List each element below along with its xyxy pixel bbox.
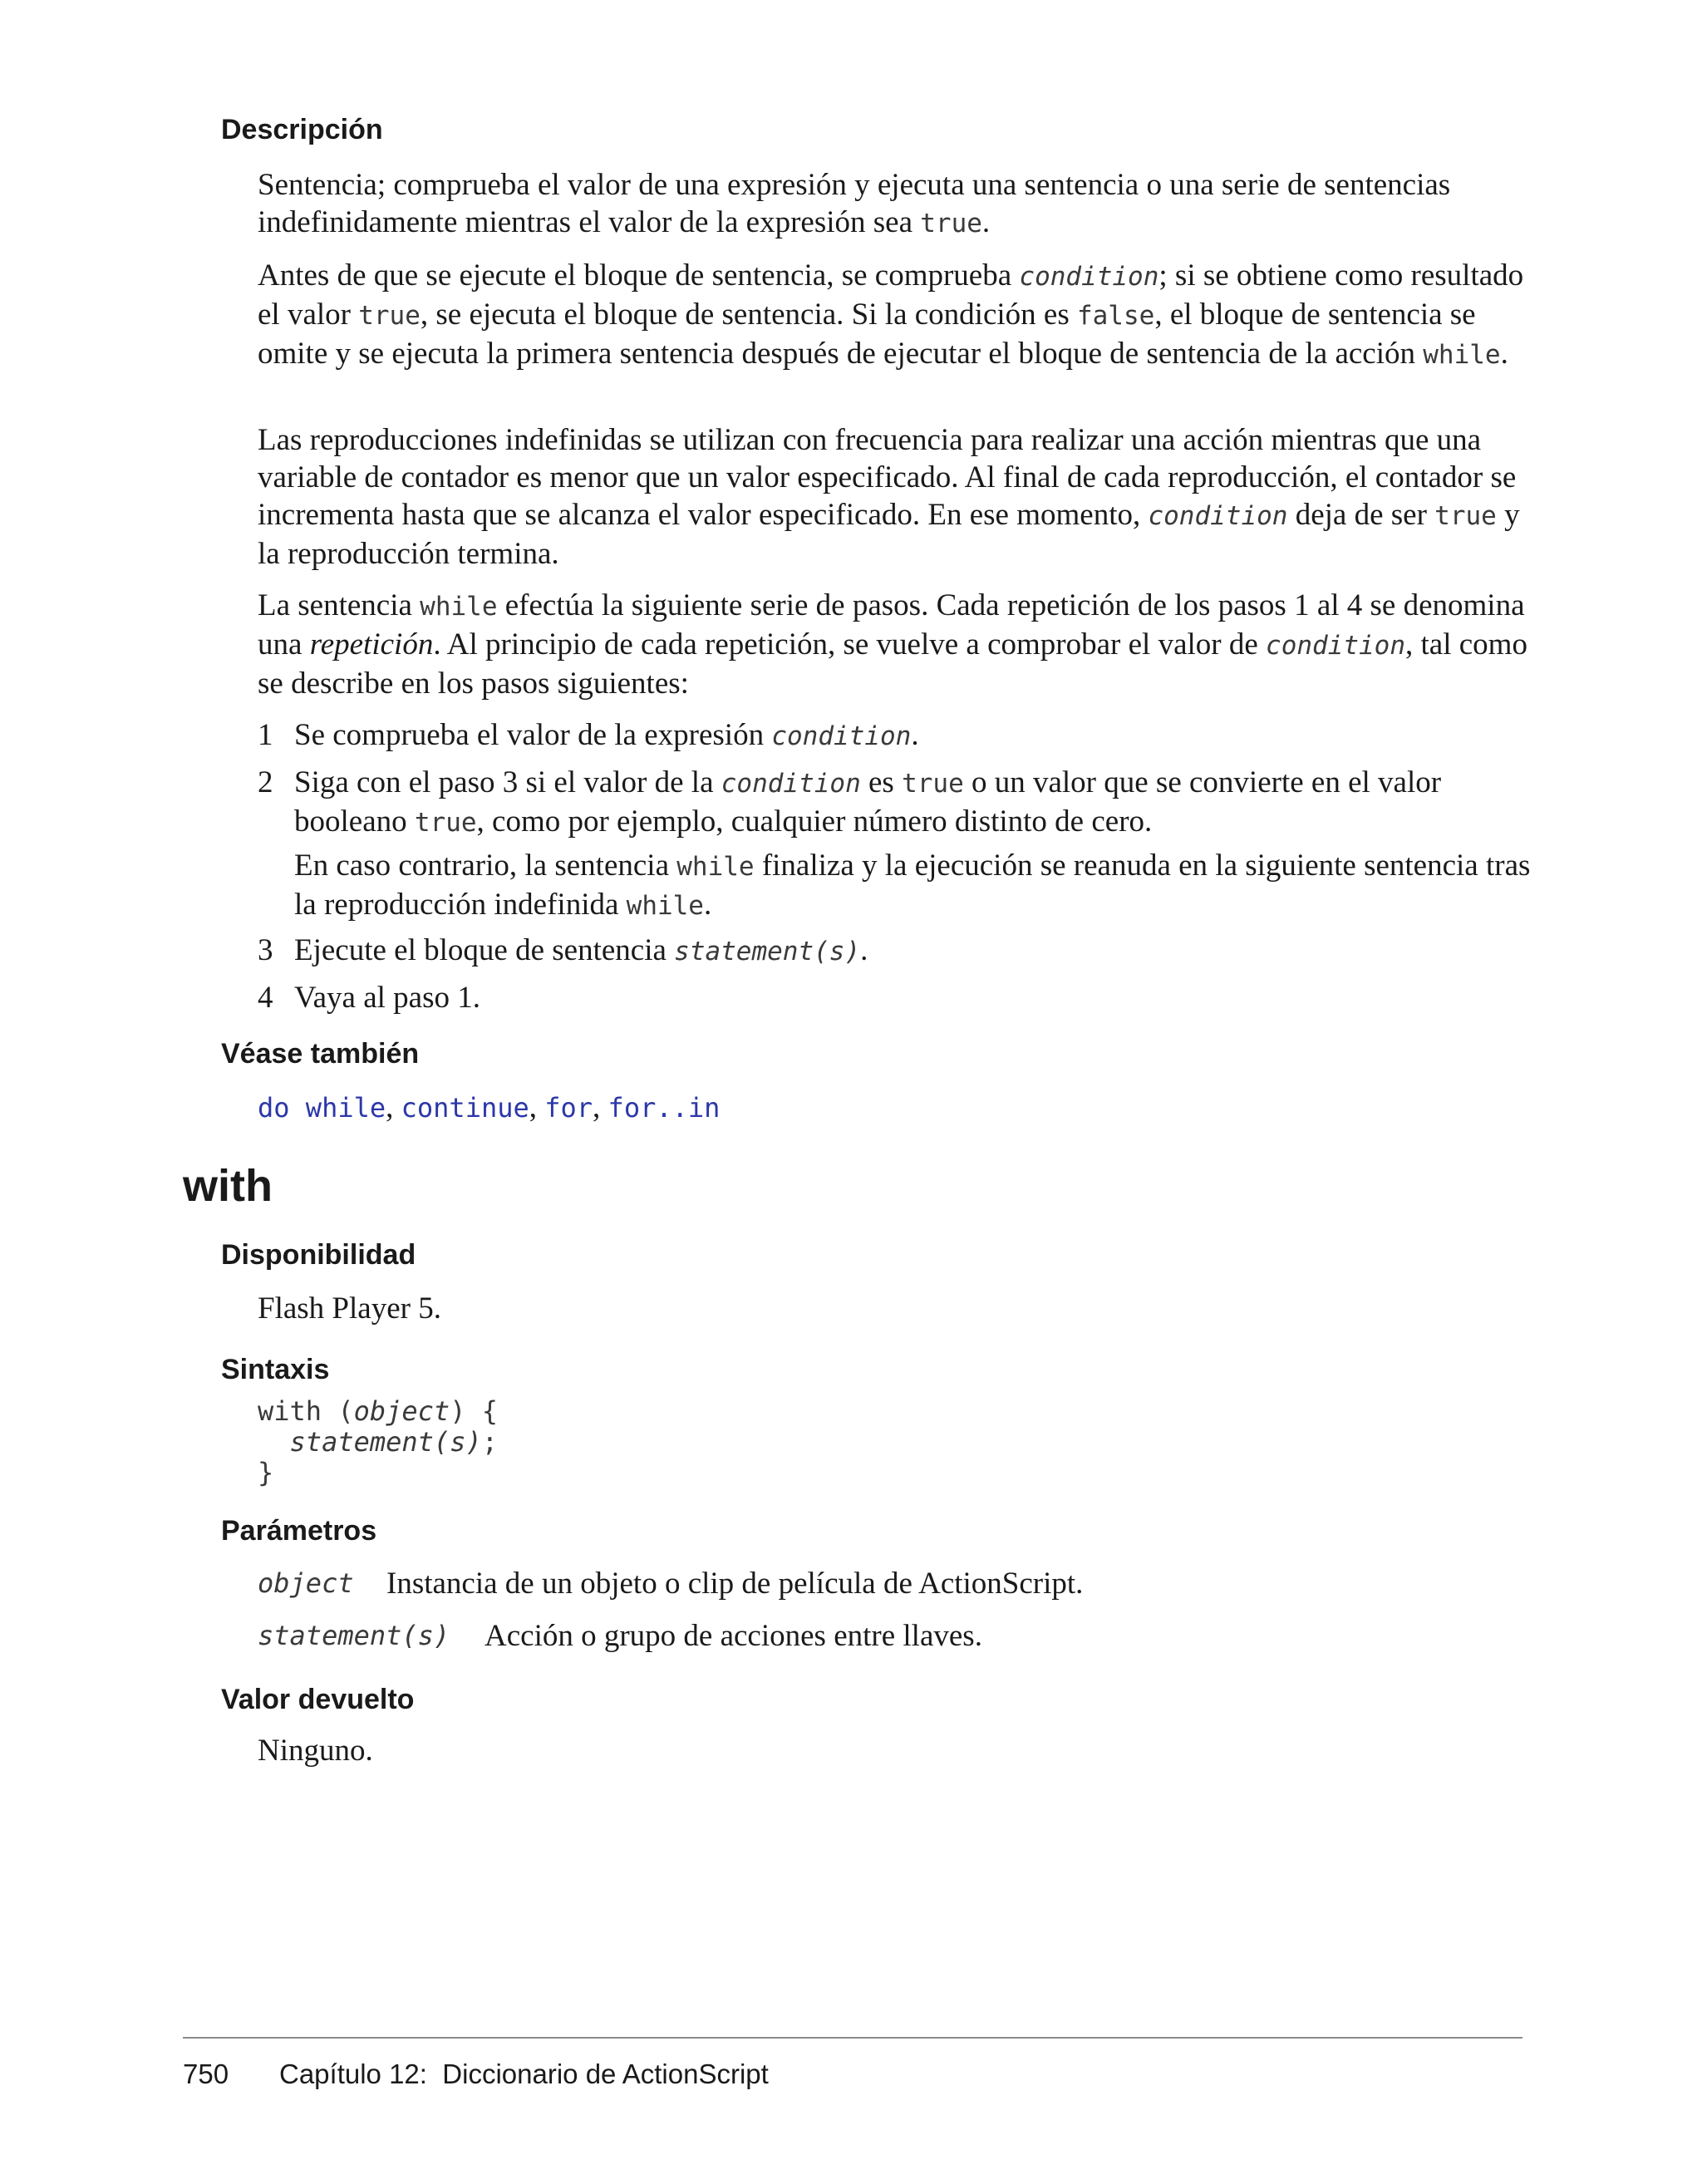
link-for-in[interactable]: for..in <box>608 1092 721 1124</box>
see-also-links <box>258 1089 1529 1127</box>
parameters-heading: Parámetros <box>221 1515 377 1547</box>
step-text <box>294 932 1532 971</box>
text-run: . <box>1500 337 1508 371</box>
returns-text: Ninguno. <box>258 1734 373 1768</box>
code-argument: statement(s) <box>289 1426 482 1458</box>
step-text <box>294 979 1532 1016</box>
code-true: true <box>920 209 982 239</box>
description-paragraph-2 <box>258 257 1529 374</box>
code-true: true <box>358 301 421 331</box>
text-run: . Al principio de cada repetición, se vuelve a comprobar el valor de <box>433 627 1267 662</box>
emphasis-repeticion: repetición <box>309 627 434 662</box>
param-name: statement(s) <box>258 1620 450 1651</box>
code-false: false <box>1076 301 1155 331</box>
code-condition: condition <box>1148 501 1288 531</box>
returns-heading: Valor devuelto <box>221 1684 415 1715</box>
text-run: . <box>911 718 919 752</box>
link-continue[interactable]: continue <box>401 1092 529 1124</box>
link-separator: , <box>386 1090 394 1124</box>
step-2-continuation <box>294 847 1532 925</box>
code-condition: condition <box>721 769 861 799</box>
description-paragraph-4 <box>258 587 1529 702</box>
code-while: while <box>676 852 755 882</box>
syntax-heading: Sintaxis <box>221 1354 330 1385</box>
text-run: ; si se obtiene como resultado el valor <box>258 258 1524 332</box>
see-also-heading: Véase también <box>221 1038 420 1070</box>
step-number: 2 <box>258 765 273 799</box>
text-run: , como por ejemplo, cualquier número distinto de cero. <box>476 804 1153 839</box>
text-run: . <box>703 888 712 922</box>
text-run: , tal como se describe en los pasos siguientes: <box>258 627 1527 701</box>
syntax-line-1 <box>258 1395 498 1427</box>
page-number: 750 <box>183 2059 229 2089</box>
text-run: Sentencia; comprueba el valor de una expresión y ejecuta una sentencia o una serie de sentencias indefinidamente mientras el valor de la expresión sea <box>258 168 1451 239</box>
code-while: while <box>626 891 704 921</box>
availability-heading: Disponibilidad <box>221 1239 416 1271</box>
text-run: . <box>860 933 868 967</box>
param-description: Instancia de un objeto o clip de película de ActionScript. <box>386 1567 1084 1601</box>
text-run: La sentencia <box>258 588 421 622</box>
text-run: y la reproducción termina. <box>258 498 1520 571</box>
code-true: true <box>902 769 964 799</box>
code-while: while <box>420 592 498 622</box>
text-run: Las reproducciones indefinidas se utilizan con frecuencia para realizar una acción mientras que una variable de contador es menor que un valor especificado. Al final de cada reproducción, el contador se incrementa hasta que se alcanza el valor especificado. En ese momento, <box>258 423 1517 532</box>
text-run: Se comprueba el valor de la expresión <box>294 718 772 752</box>
param-name: object <box>258 1567 354 1599</box>
code-condition: condition <box>1019 262 1159 292</box>
step-text <box>294 716 1532 755</box>
param-description: Acción o grupo de acciones entre llaves. <box>485 1619 982 1653</box>
link-for[interactable]: for <box>544 1092 593 1124</box>
syntax-line-3: } <box>258 1457 274 1488</box>
code-statements: statement(s) <box>674 937 861 967</box>
description-paragraph-3 <box>258 421 1529 573</box>
syntax-line-2 <box>258 1426 498 1458</box>
code-keyword: with ( <box>258 1395 354 1427</box>
description-paragraph-1 <box>258 166 1529 243</box>
code-while: while <box>1423 340 1501 370</box>
chapter-title: Capítulo 12: Diccionario de ActionScript <box>279 2059 769 2089</box>
text-run: Ejecute el bloque de sentencia <box>294 933 675 967</box>
text-run: , se ejecuta el bloque de sentencia. Si la condición es <box>420 298 1077 332</box>
link-separator: , <box>529 1090 537 1124</box>
entry-title-with: with <box>183 1161 273 1211</box>
text-run: En caso contrario, la sentencia <box>294 849 677 883</box>
code-true: true <box>414 808 477 838</box>
text-run: Antes de que se ejecute el bloque de sentencia, se comprueba <box>258 258 1020 293</box>
text-run: . <box>981 205 991 239</box>
text-run: Siga con el paso 3 si el valor de la <box>294 765 721 799</box>
link-do-while[interactable]: do while <box>258 1092 386 1124</box>
text-run: , el bloque de sentencia se omite y se ejecuta la primera sentencia después de ejecutar el bloque de sentencia de la acción <box>258 298 1476 371</box>
text-run: deja de ser <box>1287 498 1435 532</box>
code-punctuation: ) { <box>450 1395 498 1427</box>
footer-divider <box>183 2037 1522 2039</box>
syntax-code-block <box>258 1396 498 1488</box>
code-argument: object <box>353 1395 450 1427</box>
code-punctuation: ; <box>481 1426 498 1458</box>
text-run: es <box>860 765 903 799</box>
step-number: 4 <box>258 981 273 1015</box>
text-run: o un valor que se convierte en el valor booleano <box>294 765 1442 839</box>
availability-text: Flash Player 5. <box>258 1291 441 1326</box>
step-text <box>294 764 1532 842</box>
step-number: 1 <box>258 718 273 752</box>
text-run: Vaya al paso 1. <box>294 981 480 1015</box>
step-number: 3 <box>258 933 273 967</box>
description-heading: Descripción <box>221 114 383 145</box>
text-run: finaliza y la ejecución se reanuda en la siguiente sentencia tras la reproducción indefinida <box>294 849 1531 922</box>
code-condition: condition <box>1266 631 1406 661</box>
code-condition: condition <box>771 721 912 751</box>
code-true: true <box>1434 501 1497 531</box>
text-run: efectúa la siguiente serie de pasos. Cada repetición de los pasos 1 al 4 se denomina una <box>258 588 1525 662</box>
link-separator: , <box>593 1090 601 1124</box>
